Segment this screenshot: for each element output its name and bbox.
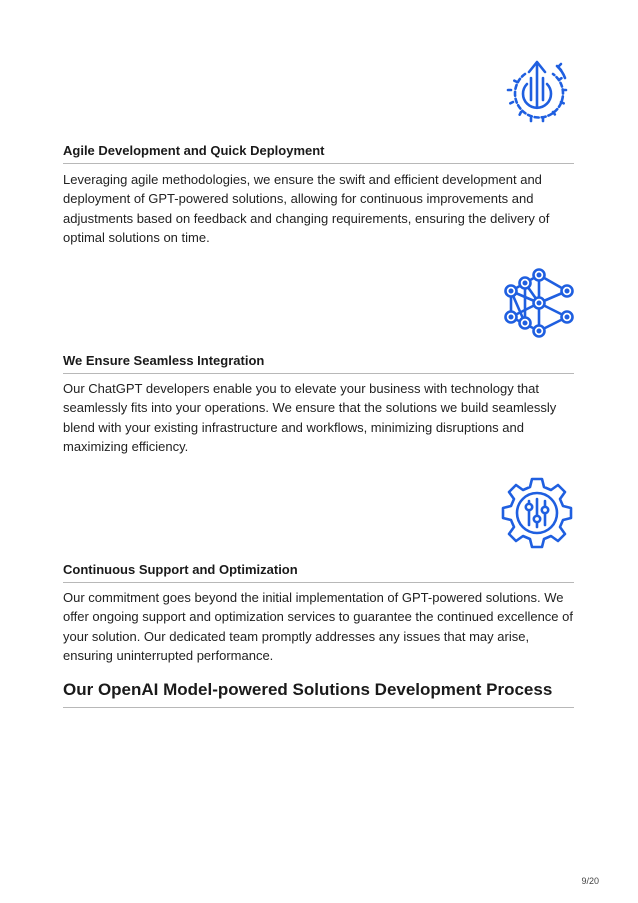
section-title: We Ensure Seamless Integration <box>63 353 574 374</box>
section-body: Our commitment goes beyond the initial implementation of GPT-powered solutions. We offer ongoing support and optimization services to guarantee the continued excellence of your solution. Our dedicated team promptly addresses any issues that may arise, ensuring uninterrupted performance. <box>63 590 573 664</box>
section-title: Continuous Support and Optimization <box>63 562 574 583</box>
neural-network-icon <box>503 267 575 339</box>
page-number: 9/20 <box>581 876 599 886</box>
gear-sliders-icon <box>501 477 573 549</box>
process-heading: Our OpenAI Model-powered Solutions Development Process <box>63 680 574 708</box>
agile-gear-arrow-icon <box>503 56 575 128</box>
section-body: Leveraging agile methodologies, we ensure the swift and efficient development and deployment of GPT-powered solutions, allowing for continuous improvements and adjustments based on feedback and changing requirements, ensuring the delivery of optimal solutions on time. <box>63 172 550 246</box>
section-title: Agile Development and Quick Deployment <box>63 143 574 164</box>
section-body: Our ChatGPT developers enable you to elevate your business with technology that seamlessly fits into your operations. We ensure that the solutions we build seamlessly blend with your existing infrastructure and workflows, minimizing disruptions and maximizing efficiency. <box>63 381 557 455</box>
